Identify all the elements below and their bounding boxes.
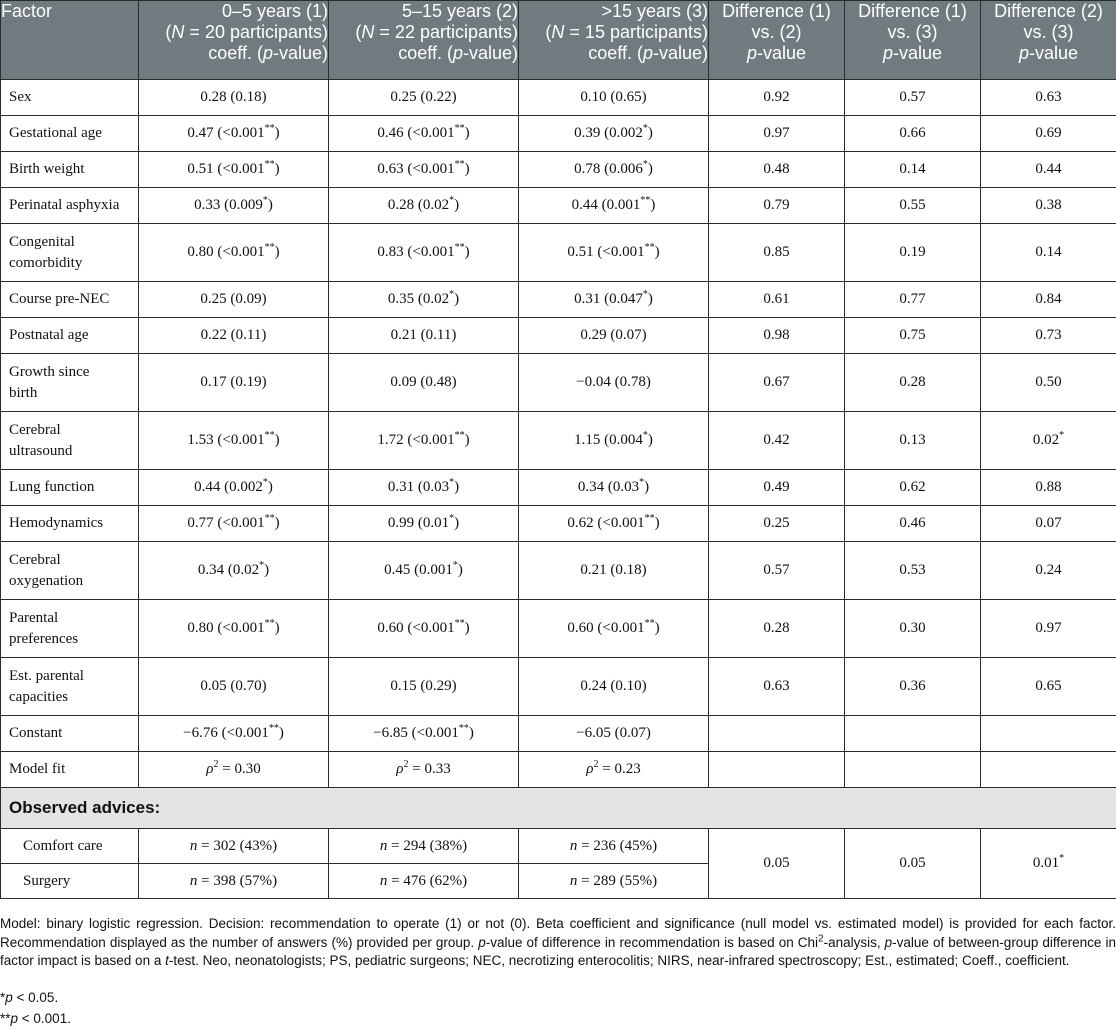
- advice-diff-1-2: 0.05: [709, 829, 845, 899]
- cell-d12: [709, 716, 845, 752]
- header-group-2: 5–15 years (2) (N = 22 participants) coeff. (p-value): [329, 1, 519, 80]
- cell-d23: 0.38: [981, 188, 1116, 224]
- cell-d13: 0.77: [845, 282, 981, 318]
- advice-diff-1-3: 0.05: [845, 829, 981, 899]
- header-diff-1-2: Difference (1) vs. (2) p-value: [709, 1, 845, 80]
- cell-g3: 1.15 (0.004*): [519, 412, 709, 470]
- advice-diff-2-3: 0.01*: [981, 829, 1116, 899]
- cell-d12: 0.67: [709, 354, 845, 412]
- cell-g3: 0.24 (0.10): [519, 658, 709, 716]
- header-diff-1-3: Difference (1) vs. (3) p-value: [845, 1, 981, 80]
- cell-g1: 0.33 (0.009*): [139, 188, 329, 224]
- factor-label: Congenital comorbidity: [1, 224, 139, 282]
- cell-d23: 0.97: [981, 600, 1116, 658]
- cell-d13: 0.53: [845, 542, 981, 600]
- header-group-1: 0–5 years (1) (N = 20 participants) coeff. (p-value): [139, 1, 329, 80]
- cell-g1: 0.22 (0.11): [139, 318, 329, 354]
- model-fit-g2: $\rho^2 = 0.33$: [329, 752, 519, 788]
- table-row: [1, 600, 1116, 658]
- table-row: [1, 354, 1116, 412]
- cell-g3: 0.21 (0.18): [519, 542, 709, 600]
- factor-label: Est. parental capacities: [1, 658, 139, 716]
- comfort-care-label: Comfort care: [1, 829, 139, 864]
- cell-g1: 0.28 (0.18): [139, 80, 329, 116]
- cell-g3: 0.10 (0.65): [519, 80, 709, 116]
- surgery-g3: n = 289 (55%): [519, 864, 709, 899]
- cell-g1: 0.80 (<0.001**): [139, 224, 329, 282]
- cell-d13: 0.62: [845, 470, 981, 506]
- cell-g3: 0.62 (<0.001**): [519, 506, 709, 542]
- comfort-care-g1: n = 302 (43%): [139, 829, 329, 864]
- table-row: [1, 412, 1116, 470]
- table-row: [1, 658, 1116, 716]
- cell-g2: 0.31 (0.03*): [329, 470, 519, 506]
- comfort-care-g3: n = 236 (45%): [519, 829, 709, 864]
- table-row: [1, 116, 1116, 152]
- table-row: [1, 188, 1116, 224]
- header-diff-2-3: Difference (2) vs. (3) p-value: [981, 1, 1116, 80]
- cell-g3: −6.05 (0.07): [519, 716, 709, 752]
- cell-g2: 0.60 (<0.001**): [329, 600, 519, 658]
- cell-d23: 0.14: [981, 224, 1116, 282]
- surgery-label: Surgery: [1, 864, 139, 899]
- cell-g2: 0.63 (<0.001**): [329, 152, 519, 188]
- cell-d12: 0.85: [709, 224, 845, 282]
- cell-d23: 0.65: [981, 658, 1116, 716]
- factor-label: Sex: [1, 80, 139, 116]
- factor-label: Lung function: [1, 470, 139, 506]
- surgery-g1: n = 398 (57%): [139, 864, 329, 899]
- cell-g2: 0.83 (<0.001**): [329, 224, 519, 282]
- table-row: [1, 80, 1116, 116]
- factor-label: Growth since birth: [1, 354, 139, 412]
- cell-d13: 0.57: [845, 80, 981, 116]
- model-fit-empty: [709, 752, 845, 788]
- cell-d13: 0.13: [845, 412, 981, 470]
- cell-g1: 1.53 (<0.001**): [139, 412, 329, 470]
- cell-d12: 0.57: [709, 542, 845, 600]
- factor-label: Constant: [1, 716, 139, 752]
- factor-label: Course pre-NEC: [1, 282, 139, 318]
- observed-advices-row: [1, 788, 1116, 829]
- cell-g1: 0.25 (0.09): [139, 282, 329, 318]
- cell-d13: 0.66: [845, 116, 981, 152]
- cell-g1: 0.17 (0.19): [139, 354, 329, 412]
- table-footnote: Model: binary logistic regression. Decision: recommendation to operate (1) or not (0). Beta coefficient and significance (null model vs. estimated model) is provided for each factor. Recommendation displayed as the number of answers (%) provided per group. p-value of difference in recommendation is based on Chi$^2$-analysis, p-value of between-group difference in factor impact is based on a t-test. Neo, neonatologists; PS, pediatric surgeons; NEC, necrotizing enterocolitis; NIRS, near-infrared spectroscopy; Est., estimated; Coeff., coefficient.: [0, 916, 1116, 968]
- table-row: [1, 224, 1116, 282]
- cell-d23: 0.07: [981, 506, 1116, 542]
- table-row: [1, 152, 1116, 188]
- cell-d23: 0.50: [981, 354, 1116, 412]
- observed-advices-title: Observed advices:: [1, 788, 1116, 829]
- comfort-care-g2: n = 294 (38%): [329, 829, 519, 864]
- model-fit-row: [1, 752, 1116, 788]
- cell-d23: 0.24: [981, 542, 1116, 600]
- surgery-g2: n = 476 (62%): [329, 864, 519, 899]
- cell-g1: 0.77 (<0.001**): [139, 506, 329, 542]
- cell-g2: 0.25 (0.22): [329, 80, 519, 116]
- cell-g3: 0.39 (0.002*): [519, 116, 709, 152]
- cell-d13: 0.75: [845, 318, 981, 354]
- cell-d13: 0.30: [845, 600, 981, 658]
- cell-d12: 0.42: [709, 412, 845, 470]
- cell-g3: 0.60 (<0.001**): [519, 600, 709, 658]
- cell-g1: 0.34 (0.02*): [139, 542, 329, 600]
- cell-d12: 0.98: [709, 318, 845, 354]
- factor-label: Birth weight: [1, 152, 139, 188]
- table-row: [1, 282, 1116, 318]
- cell-d23: [981, 716, 1116, 752]
- cell-g3: −0.04 (0.78): [519, 354, 709, 412]
- cell-d23: 0.84: [981, 282, 1116, 318]
- cell-g1: 0.47 (<0.001**): [139, 116, 329, 152]
- cell-g1: 0.05 (0.70): [139, 658, 329, 716]
- model-fit-g3: $\rho^2 = 0.23$: [519, 752, 709, 788]
- cell-g1: 0.44 (0.002*): [139, 470, 329, 506]
- cell-d23: 0.69: [981, 116, 1116, 152]
- table-row: [1, 318, 1116, 354]
- cell-g3: 0.29 (0.07): [519, 318, 709, 354]
- cell-d13: 0.14: [845, 152, 981, 188]
- model-fit-g1: $\rho^2 = 0.30$: [139, 752, 329, 788]
- cell-g3: 0.44 (0.001**): [519, 188, 709, 224]
- factor-label: Cerebral oxygenation: [1, 542, 139, 600]
- cell-d12: 0.25: [709, 506, 845, 542]
- cell-d23: 0.02*: [981, 412, 1116, 470]
- table-row: [1, 542, 1116, 600]
- cell-g2: 1.72 (<0.001**): [329, 412, 519, 470]
- cell-g3: 0.51 (<0.001**): [519, 224, 709, 282]
- cell-g3: 0.34 (0.03*): [519, 470, 709, 506]
- cell-d12: 0.92: [709, 80, 845, 116]
- cell-d12: 0.63: [709, 658, 845, 716]
- factor-label: Hemodynamics: [1, 506, 139, 542]
- cell-d23: 0.63: [981, 80, 1116, 116]
- cell-g2: 0.21 (0.11): [329, 318, 519, 354]
- comfort-care-row: [1, 829, 1116, 864]
- cell-d12: 0.48: [709, 152, 845, 188]
- cell-g2: 0.15 (0.29): [329, 658, 519, 716]
- cell-d12: 0.79: [709, 188, 845, 224]
- cell-d13: 0.28: [845, 354, 981, 412]
- cell-g2: 0.46 (<0.001**): [329, 116, 519, 152]
- cell-d13: 0.19: [845, 224, 981, 282]
- cell-d12: 0.61: [709, 282, 845, 318]
- cell-g2: −6.85 (<0.001**): [329, 716, 519, 752]
- cell-d13: 0.36: [845, 658, 981, 716]
- cell-g1: 0.51 (<0.001**): [139, 152, 329, 188]
- cell-g3: 0.78 (0.006*): [519, 152, 709, 188]
- cell-d13: 0.46: [845, 506, 981, 542]
- model-fit-empty: [981, 752, 1116, 788]
- table-header-row: [1, 1, 1116, 80]
- model-fit-label: Model fit: [1, 752, 139, 788]
- header-group-3: >15 years (3) (N = 15 participants) coeff. (p-value): [519, 1, 709, 80]
- cell-d12: 0.49: [709, 470, 845, 506]
- factor-label: Parental preferences: [1, 600, 139, 658]
- cell-d23: 0.88: [981, 470, 1116, 506]
- cell-g3: 0.31 (0.047*): [519, 282, 709, 318]
- cell-d12: 0.28: [709, 600, 845, 658]
- cell-d23: 0.44: [981, 152, 1116, 188]
- cell-d13: [845, 716, 981, 752]
- cell-g1: 0.80 (<0.001**): [139, 600, 329, 658]
- cell-g2: 0.09 (0.48): [329, 354, 519, 412]
- cell-d12: 0.97: [709, 116, 845, 152]
- factor-label: Perinatal asphyxia: [1, 188, 139, 224]
- header-factor: Factor: [1, 1, 139, 80]
- cell-g2: 0.28 (0.02*): [329, 188, 519, 224]
- factor-label: Cerebral ultrasound: [1, 412, 139, 470]
- cell-g2: 0.99 (0.01*): [329, 506, 519, 542]
- cell-d13: 0.55: [845, 188, 981, 224]
- footnote-double-star: **p < 0.001.: [0, 1011, 71, 1026]
- cell-g2: 0.45 (0.001*): [329, 542, 519, 600]
- factor-label: Postnatal age: [1, 318, 139, 354]
- table-row: [1, 716, 1116, 752]
- footnote-single-star: *p < 0.05.: [0, 990, 59, 1005]
- table-row: [1, 506, 1116, 542]
- model-fit-empty: [845, 752, 981, 788]
- cell-g2: 0.35 (0.02*): [329, 282, 519, 318]
- cell-d23: 0.73: [981, 318, 1116, 354]
- cell-g1: −6.76 (<0.001**): [139, 716, 329, 752]
- table-row: [1, 470, 1116, 506]
- factor-label: Gestational age: [1, 116, 139, 152]
